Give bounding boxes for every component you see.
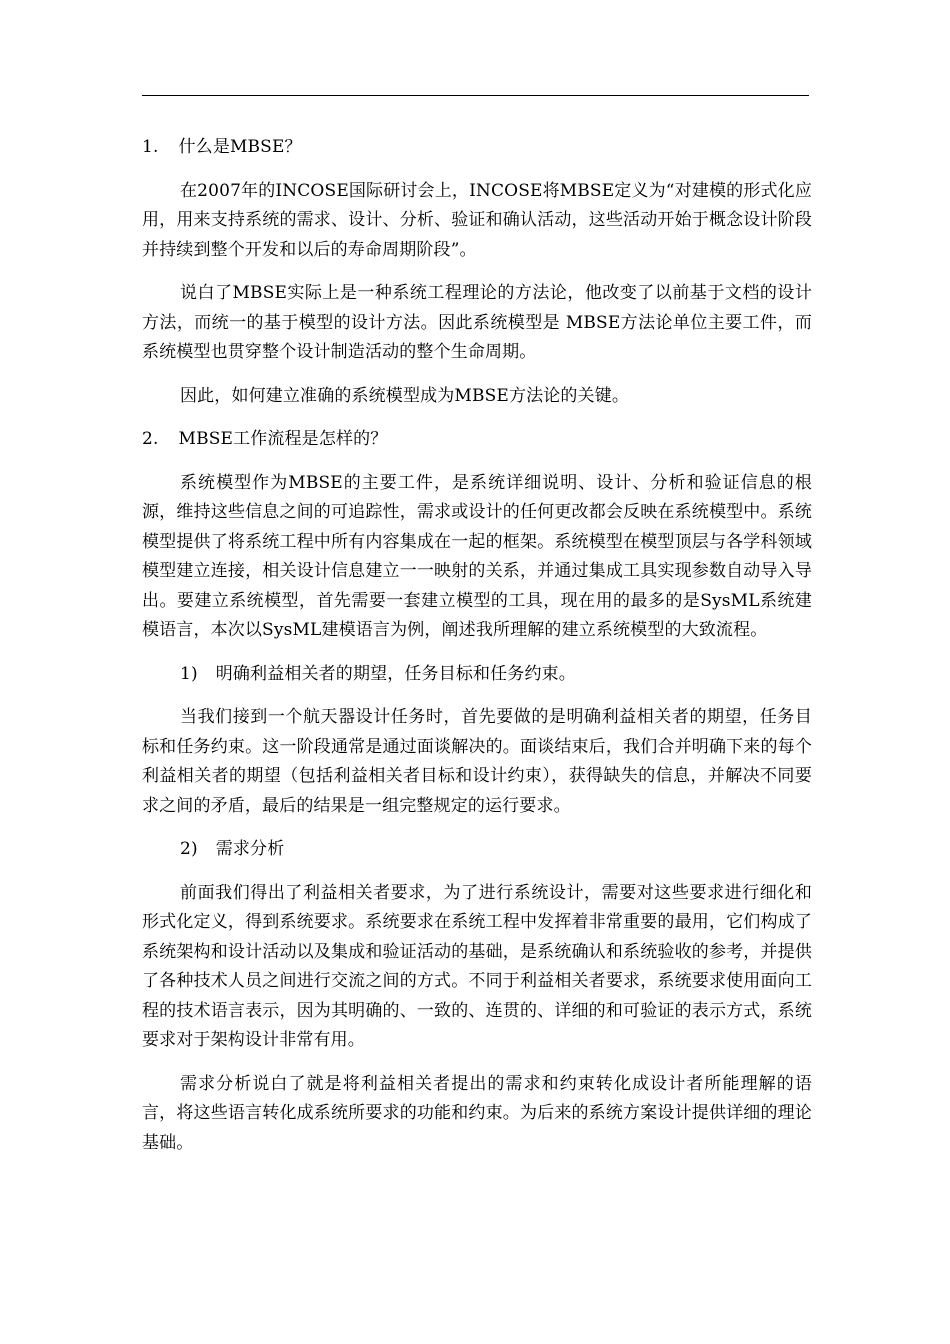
section-2-title: MBSE工作流程是怎样的？ [178, 429, 388, 449]
section-2-number: 2. [142, 429, 159, 449]
section-1-title: 什么是MBSE？ [178, 137, 302, 157]
section-2-heading [142, 425, 812, 455]
step-2-paragraph-1: 前面我们得出了利益相关者要求，为了进行系统设计，需要对这些要求进行细化和形式化定义，得到系统要求。系统要求在系统工程中发挥着非常重要的最用，它们构成了系统架构和设计活动以及集成和验证活动的基础，是系统确认和系统验收的参考，并提供了各种技术人员之间进行交流之间的方式。不同于利益相关者要求，系统要求使用面向工程的技术语言表示，因为其明确的、一致的、连贯的、详细的和可验证的表示方式，系统要求对于架构设计非常有用。 [142, 882, 812, 1050]
step-1-title: 明确利益相关者的期望，任务目标和任务约束。 [215, 663, 576, 684]
step-2-title: 需求分析 [215, 839, 285, 859]
step-2-paragraph-2: 需求分析说白了就是将利益相关者提出的需求和约束转化成设计者所能理解的语言，将这些语言转化成系统所要求的功能和约束。为后来的系统方案设计提供详细的理论基础。 [142, 1073, 812, 1153]
section-2-paragraph-1: 系统模型作为MBSE的主要工件，是系统详细说明、设计、分析和验证信息的根源，维持这些信息之间的可追踪性，需求或设计的任何更改都会反映在系统模型中。系统模型提供了将系统工程中所有内容集成在一起的框架。系统模型在模型顶层与各学科领域模型建立连接，相关设计信息建立一一映射的关系，并通过集成工具实现参数自动导入导出。要建立系统模型，首先需要一套建立模型的工具，现在用的最多的是SysML系统建模语言，本次以SysML建模语言为例，阐述我所理解的建立系统模型的大致流程。 [142, 472, 812, 640]
section-1-paragraph-1: 在2007年的INCOSE国际研讨会上，INCOSE将MBSE定义为“对建模的形式化应用，用来支持系统的需求、设计、分析、验证和确认活动，这些活动开始于概念设计阶段并持续到整个开发和以后的寿命周期阶段”。 [142, 180, 812, 260]
header-rule [142, 95, 809, 96]
step-1-paragraph: 当我们接到一个航天器设计任务时，首先要做的是明确利益相关者的期望，任务目标和任务约束。这一阶段通常是通过面谈解决的。面谈结束后，我们合并明确下来的每个利益相关者的期望（包括利益相关者目标和设计约束），获得缺失的信息，并解决不同要求之间的矛盾，最后的结果是一组完整规定的运行要求。 [142, 707, 812, 816]
document-page [142, 124, 812, 1158]
section-1-paragraph-2: 说白了MBSE实际上是一种系统工程理论的方法论，他改变了以前基于文档的设计方法，而统一的基于模型的设计方法。因此系统模型是 MBSE方法论单位主要工件，而系统模型也贯穿整个设计制造活动的整个生命周期。 [142, 283, 812, 362]
step-2-heading [142, 835, 812, 865]
step-1-heading [142, 660, 812, 690]
step-2-number: 2) [180, 839, 198, 859]
section-1-paragraph-3: 因此，如何建立准确的系统模型成为MBSE方法论的关键。 [180, 385, 630, 406]
section-1-number: 1. [142, 137, 159, 157]
step-1-number: 1) [180, 663, 198, 684]
section-1-heading [142, 133, 812, 163]
